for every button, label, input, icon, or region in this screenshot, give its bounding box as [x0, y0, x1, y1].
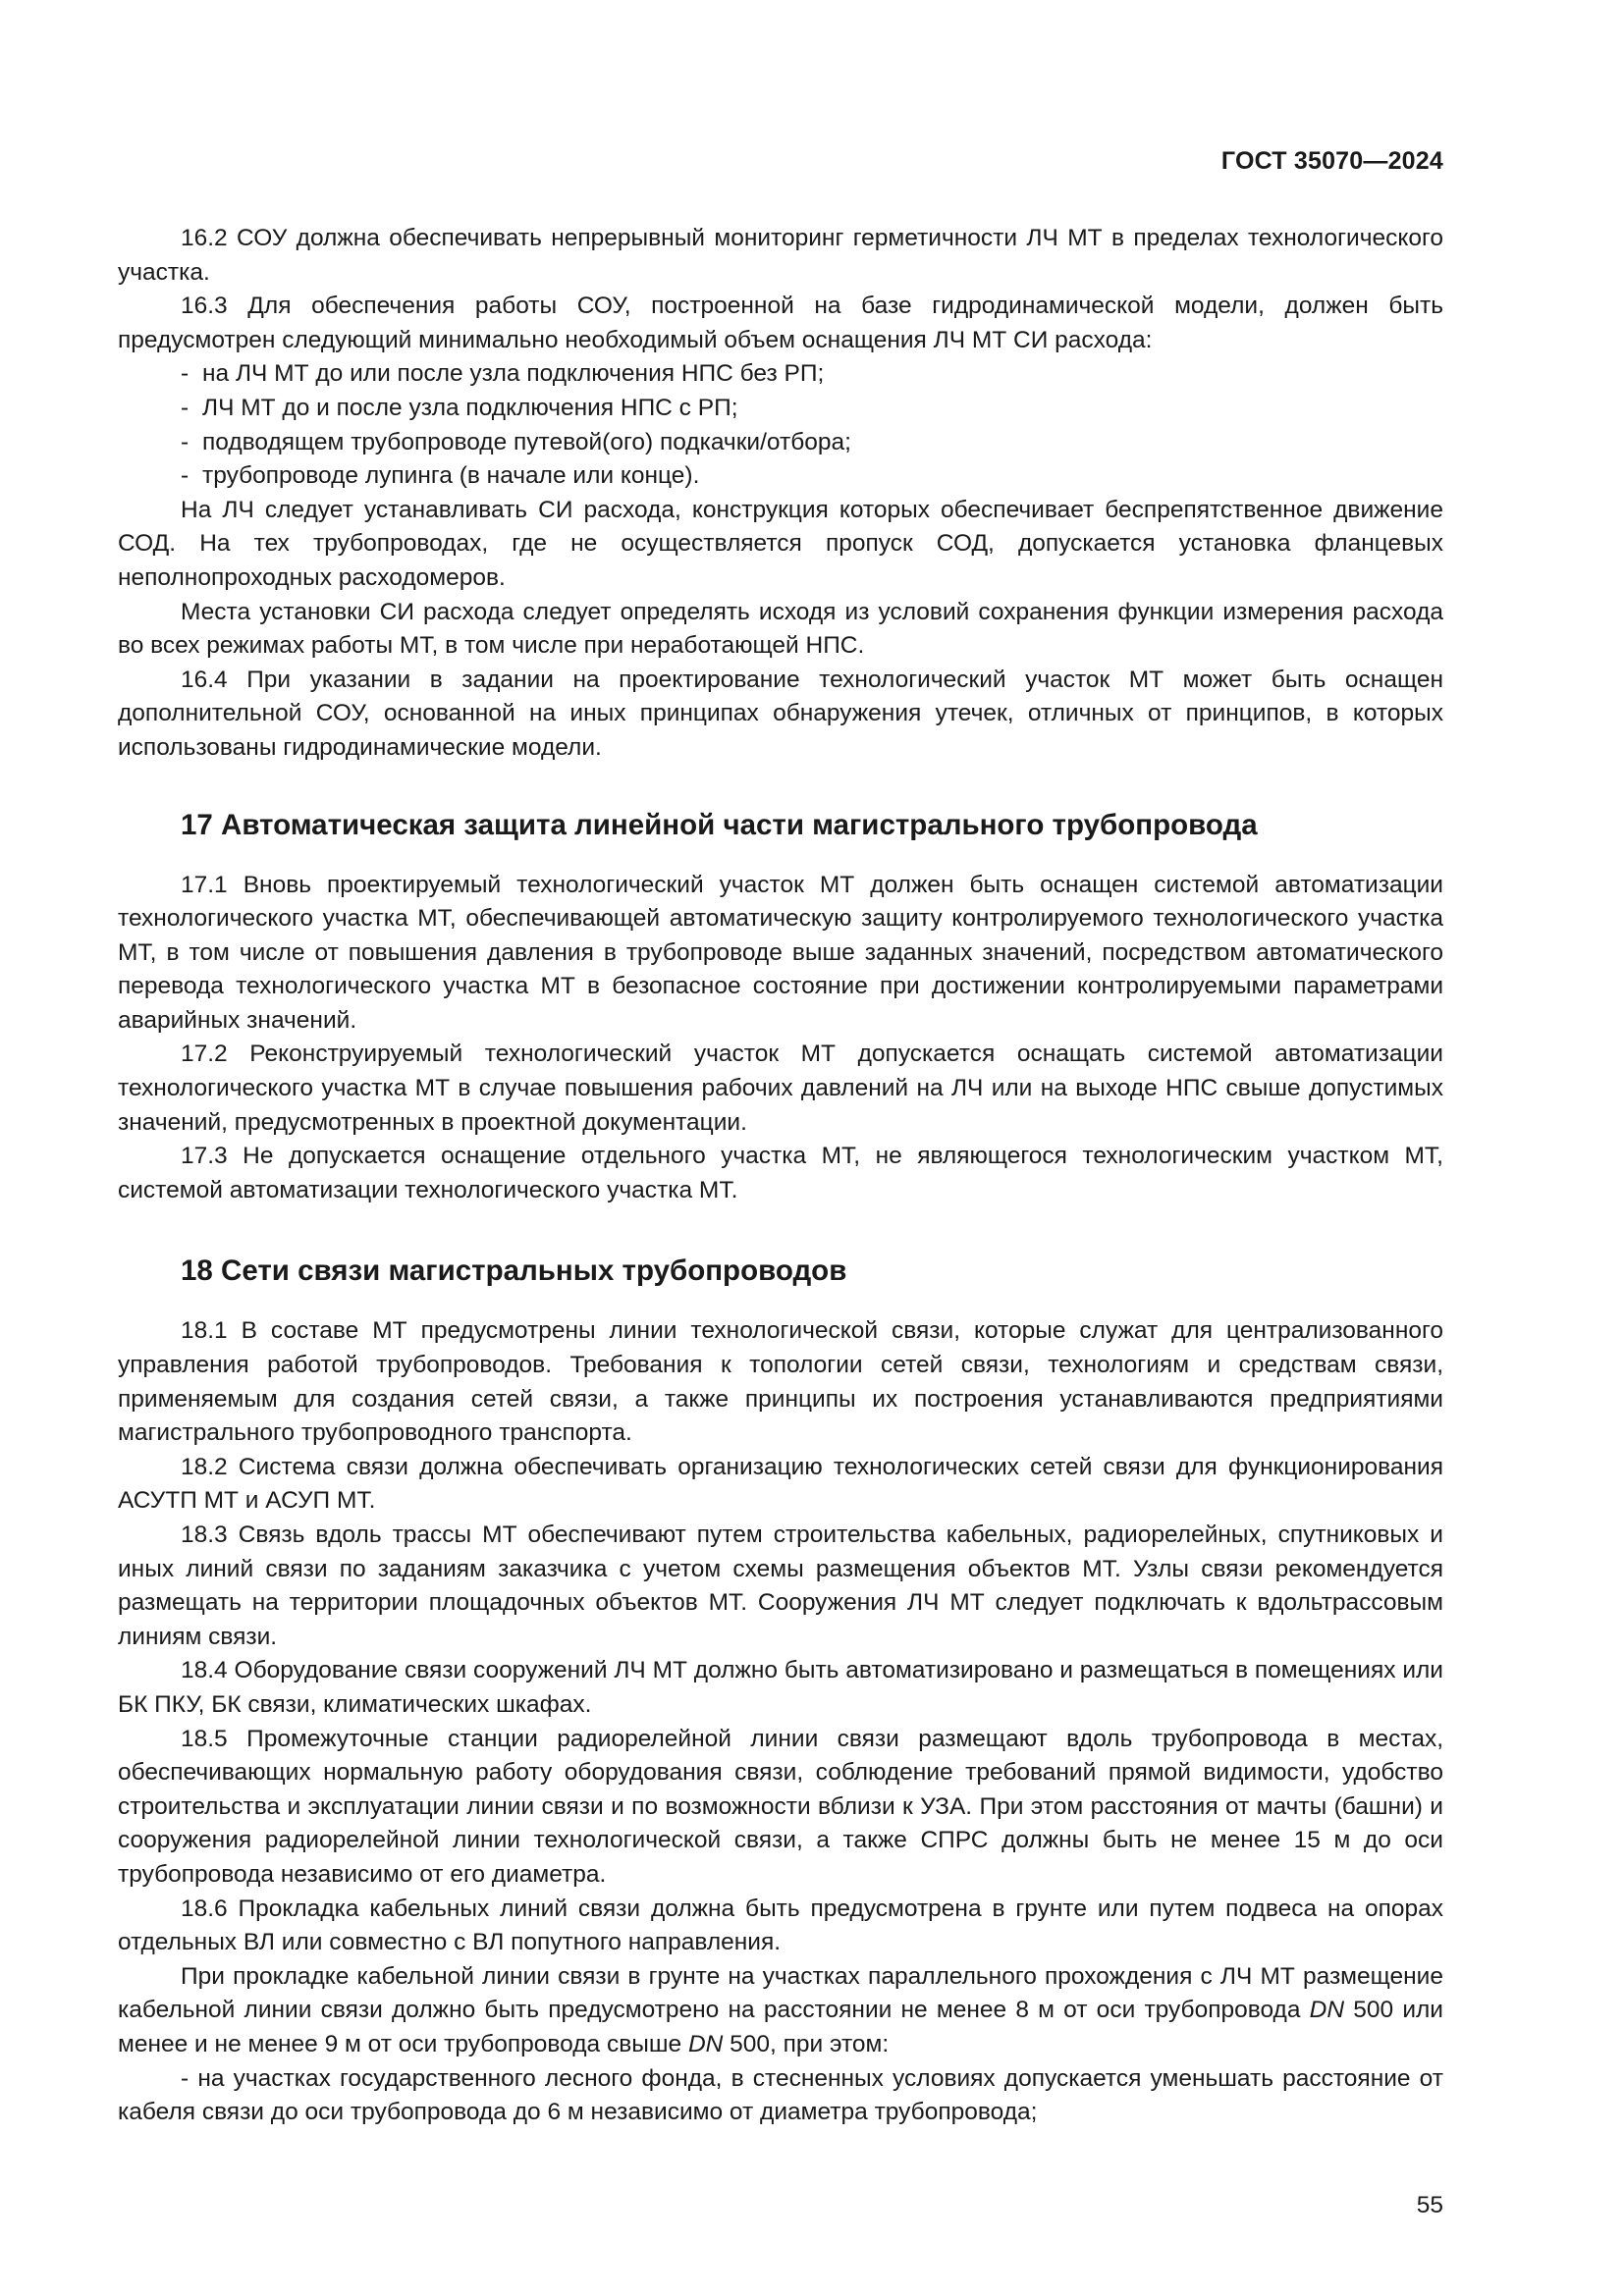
dn-symbol: DN [687, 2030, 724, 2057]
list-item: - трубопроводе лупинга (в начале или конце). [118, 459, 1443, 494]
section-18-heading: 18 Сети связи магистральных трубопроводов [181, 1255, 847, 1288]
paragraph-18-6: 18.6 Прокладка кабельных линий связи должна быть предусмотрена в грунте или путем подвеса на опорах отдельных ВЛ или совместно с ВЛ попутного направления. [118, 1895, 1443, 1956]
paragraph-18-5: 18.5 Промежуточные станции радиорелейной линии связи размещают вдоль трубопровода в местах, обеспечивающих нормальную работу оборудования связи, соблюдение требований прямой видимости, удобство строительства и эксплуатации линии связи и по возможности вблизи к УЗА. При этом расстояния от мачты (башни) и сооружения радиорелейной линии технологической связи, а также СПРС должны быть не менее 15 м до оси трубопровода независимо от его диаметра. [118, 1725, 1443, 1888]
dash-marker: - [181, 360, 189, 388]
list-item: - подводящем трубопроводе путевой(ого) подкачки/отбора; [118, 426, 1443, 460]
dash-marker: - [181, 2064, 189, 2092]
paragraph-17-1: 17.1 Вновь проектируемый технологический участок МТ должен быть оснащен системой автоматизации технологического участка МТ, обеспечивающей автоматическую защиту контролируемого технологического участка МТ, в том числе от повышения давления в трубопроводе выше заданных значений, посредством автоматического перевода технологического участка МТ в безопасное состояние при достижении контролируемыми параметрами аварийных значений. [118, 871, 1443, 1034]
dn-symbol: DN [1309, 1997, 1345, 2024]
paragraph-17-3: 17.3 Не допускается оснащение отдельного участка МТ, не являющегося технологическим участком МТ, системой автоматизации технологического участка МТ. [118, 1143, 1443, 1203]
list-item: - ЛЧ МТ до и после узла подключения НПС с РП; [118, 392, 1443, 426]
paragraph-18-2: 18.2 Система связи должна обеспечивать организацию технологических сетей связи для функционирования АСУТП МТ и АСУП МТ. [118, 1453, 1443, 1515]
dash-marker: - [181, 462, 189, 490]
paragraph-16-3: 16.3 Для обеспечения работы СОУ, построенной на базе гидродинамической модели, должен быть предусмотрен следующий минимально необходимый объем оснащения ЛЧ МТ СИ расхода: [118, 293, 1443, 353]
paragraph-18-4: 18.4 Оборудование связи сооружений ЛЧ МТ должно быть автоматизировано и размещаться в помещениях или БК ПКУ, БК связи, климатических шкафах. [118, 1657, 1443, 1718]
dash-paragraph: - на участках государственного лесного фонда, в стесненных условиях допускается уменьшать расстояние от кабеля связи до оси трубопровода до 6 м независимо от диаметра трубопровода; [118, 2064, 1443, 2126]
paragraph-lch: На ЛЧ следует устанавливать СИ расхода, конструкция которых обеспечивает беспрепятственное движение СОД. На тех трубопроводах, где не осуществляется пропуск СОД, допускается установка фланцевых неполнопроходных расходомеров. [118, 496, 1443, 591]
paragraph-mesta: Места установки СИ расхода следует определять исходя из условий сохранения функции измерения расхода во всех режимах работы МТ, в том числе при неработающей НПС. [118, 598, 1443, 660]
document-id: ГОСТ 35070—2024 [1220, 147, 1443, 175]
paragraph-cable-laying: При прокладке кабельной линии связи в грунте на участках параллельного прохождения с ЛЧ МТ размещение кабельной линии связи должно быть предусмотрено на расстоянии не менее 8 м от оси трубопровода DN 500 или менее и не менее 9 м от оси трубопровода свыше DN 500, при этом: [118, 1962, 1443, 2057]
paragraph-16-4: 16.4 При указании в задании на проектирование технологический участок МТ может быть оснащен дополнительной СОУ, основанной на иных принципах обнаружения утечек, отличных от принципов, в которых использованы гидродинамические модели. [118, 666, 1443, 761]
paragraph-18-3: 18.3 Связь вдоль трассы МТ обеспечивают путем строительства кабельных, радиорелейных, спутниковых и иных линий связи по заданиям заказчика с учетом схемы размещения объектов МТ. Узлы связи рекомендуется размещать на территории площадочных объектов МТ. Сооружения ЛЧ МТ следует подключать к вдольтрассовым линиям связи. [118, 1522, 1443, 1650]
paragraph-18-1: 18.1 В составе МТ предусмотрены линии технологической связи, которые служат для централизованного управления работой трубопроводов. Требования к топологии сетей связи, технологиям и средствам связи, применяемым для создания сетей связи, а также принципы их построения устанавливаются предприятиями магистрального трубопроводного транспорта. [118, 1317, 1443, 1447]
dash-marker: - [181, 428, 189, 455]
page-number: 55 [1416, 2192, 1443, 2218]
list-item: - на ЛЧ МТ до или после узла подключения НПС без РП; [118, 357, 1443, 392]
section-17-heading: 17 Автоматическая защита линейной части магистрального трубопровода [181, 808, 1258, 841]
dash-marker: - [181, 394, 189, 421]
document-page [118, 0, 1443, 2296]
document-body [118, 222, 1443, 2130]
paragraph-17-2: 17.2 Реконструируемый технологический участок МТ допускается оснащать системой автоматизации технологического участка МТ в случае повышения рабочих давлений на ЛЧ или на выходе НПС свыше допустимых значений, предусмотренных в проектной документации. [118, 1041, 1443, 1136]
paragraph-16-2: 16.2 СОУ должна обеспечивать непрерывный мониторинг герметичности ЛЧ МТ в пределах технологического участка. [118, 225, 1443, 286]
